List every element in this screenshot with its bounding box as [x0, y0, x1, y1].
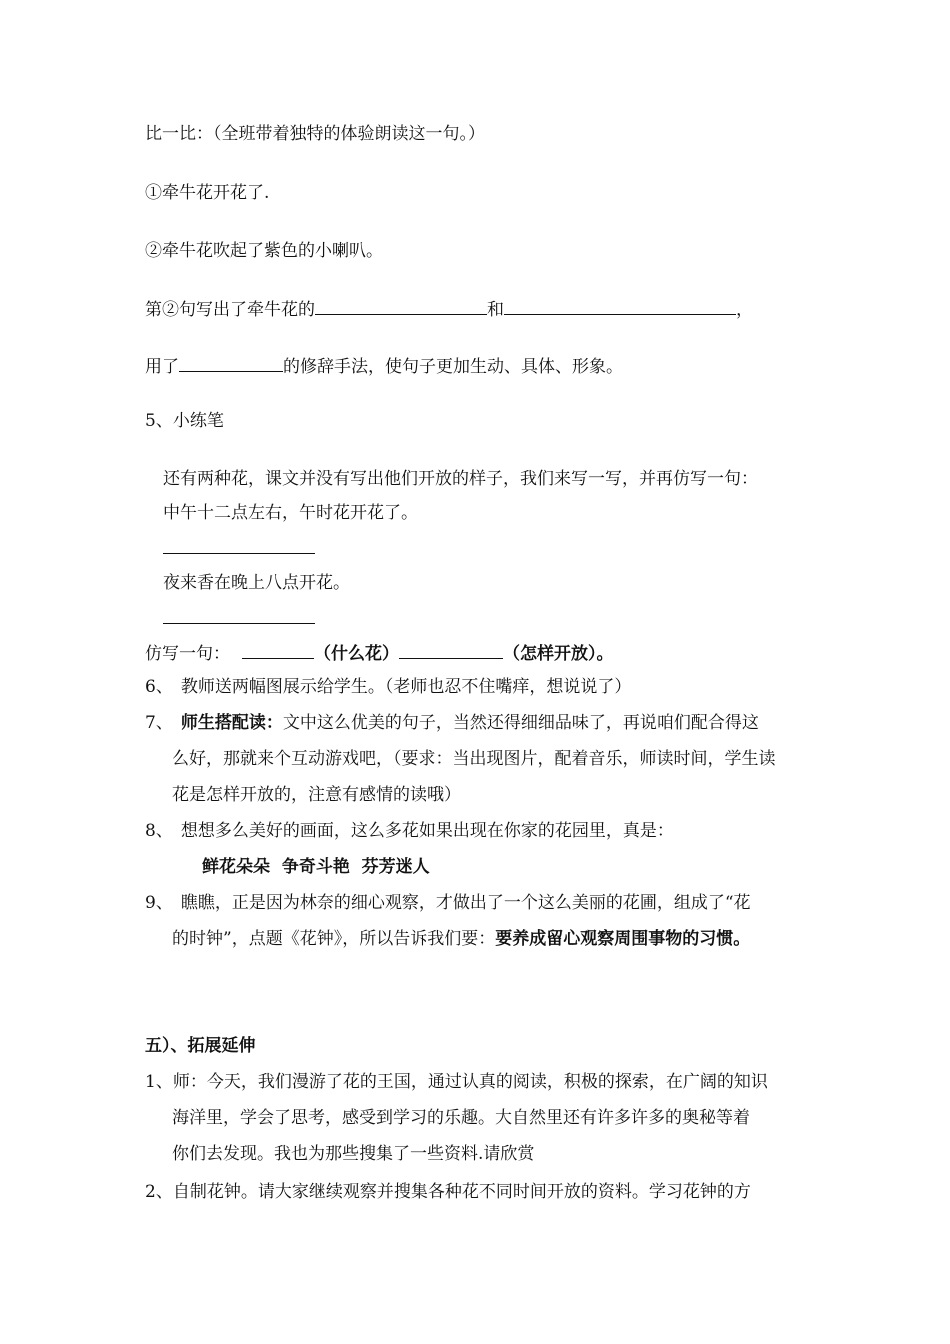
- section-5-p1-line-1: [145, 1072, 768, 1092]
- item-6-num: 6、: [145, 677, 173, 697]
- imitate-hint-bloom: （怎样开放）: [503, 644, 597, 664]
- fill-line-1-text-c: ，: [736, 300, 753, 320]
- item-7-num: 7、: [145, 713, 173, 733]
- section-5-title: 五）、拓展延伸: [145, 1036, 256, 1056]
- fill-line-2: [145, 355, 623, 377]
- section-5-p1-line-2: 海洋里，学会了思考，感受到学习的乐趣。大自然里还有许多许多的奥秘等着: [172, 1108, 750, 1128]
- fill-line-1-text-b: 和: [487, 300, 504, 320]
- item-5-intro: 还有两种花，课文并没有写出他们开放的样子，我们来写一写，并再仿写一句：: [163, 469, 758, 489]
- compare-intro: 比一比：（全班带着独特的体验朗读这一句。）: [145, 124, 485, 144]
- imitate-hint-flower: （什么花）: [314, 644, 399, 664]
- item-5-title: 5、小练笔: [145, 411, 224, 431]
- section-5-p1-text-1: 师：今天，我们漫游了花的王国，通过认真的阅读，积极的探索，在广阔的知识: [172, 1072, 768, 1092]
- writing-line-1: [163, 553, 315, 554]
- item-6-text: 教师送两幅图展示给学生。（老师也忍不住嘴痒，想说说了）: [180, 677, 632, 697]
- fill-blank-color: [504, 298, 736, 315]
- item-6: [145, 677, 631, 697]
- imitate-blank-bloom: [399, 642, 503, 659]
- fill-line-2-text-b: 的修辞手法，使句子更加生动、具体、形象。: [283, 357, 623, 377]
- fill-blank-rhetoric: [179, 355, 283, 372]
- item-7-line-2: 么好，那就来个互动游戏吧，（要求：当出现图片，配着音乐，师读时间，学生读: [172, 749, 776, 769]
- item-8-phrase: 鲜花朵朵 争奇斗艳 芬芳迷人: [202, 857, 430, 877]
- fill-line-2-text-a: 用了: [145, 357, 179, 377]
- item-9-conclusion: 要养成留心观察周围事物的习惯。: [495, 929, 751, 949]
- item-9-text-1: 瞧瞧，正是因为林奈的细心观察，才做出了一个这么美丽的花圃，组成了“花: [180, 893, 751, 913]
- imitate-end: 。: [596, 644, 614, 664]
- item-5-example-2: 夜来香在晚上八点开花。: [163, 573, 350, 593]
- item-5-example-1: 中午十二点左右，午时花开花了。: [163, 503, 418, 523]
- imitate-blank-flower: [242, 642, 314, 659]
- item-7-line-3: 花是怎样开放的，注意有感情的读哦）: [172, 785, 461, 805]
- writing-line-2: [163, 623, 315, 624]
- imitate-label: 仿写一句：: [145, 644, 230, 664]
- section-5-p2-num: 2、: [145, 1182, 173, 1202]
- sentence-1: ①牵牛花开花了.: [145, 183, 270, 203]
- imitate-line: [145, 642, 614, 664]
- fill-line-1: [145, 298, 753, 320]
- item-8: [145, 821, 674, 841]
- section-5-p2-line-1: [145, 1182, 751, 1202]
- sentence-2: ②牵牛花吹起了紫色的小喇叭。: [145, 241, 383, 261]
- item-9-text-2: 的时钟”，点题《花钟》，所以告诉我们要：: [172, 929, 496, 949]
- fill-line-1-text-a: 第②句写出了牵牛花的: [145, 300, 315, 320]
- item-9-line-2: [172, 929, 750, 949]
- item-7-line-1: [145, 713, 759, 733]
- item-8-num: 8、: [145, 821, 173, 841]
- item-7-text-1: 文中这么优美的句子，当然还得细细品味了，再说咱们配合得这: [282, 713, 759, 733]
- section-5-p2-text-1: 自制花钟。请大家继续观察并搜集各种花不同时间开放的资料。学习花钟的方: [172, 1182, 751, 1202]
- item-8-text: 想想多么美好的画面，这么多花如果出现在你家的花园里，真是：: [180, 821, 674, 841]
- item-9-num: 9、: [145, 893, 173, 913]
- fill-blank-feature: [315, 298, 487, 315]
- section-5-p1-line-3: 你们去发现。我也为那些搜集了一些资料.请欣赏: [172, 1144, 535, 1164]
- section-5-p1-num: 1、: [145, 1072, 173, 1092]
- item-9-line-1: [145, 893, 751, 913]
- item-7-bold: 师生搭配读：: [180, 713, 283, 733]
